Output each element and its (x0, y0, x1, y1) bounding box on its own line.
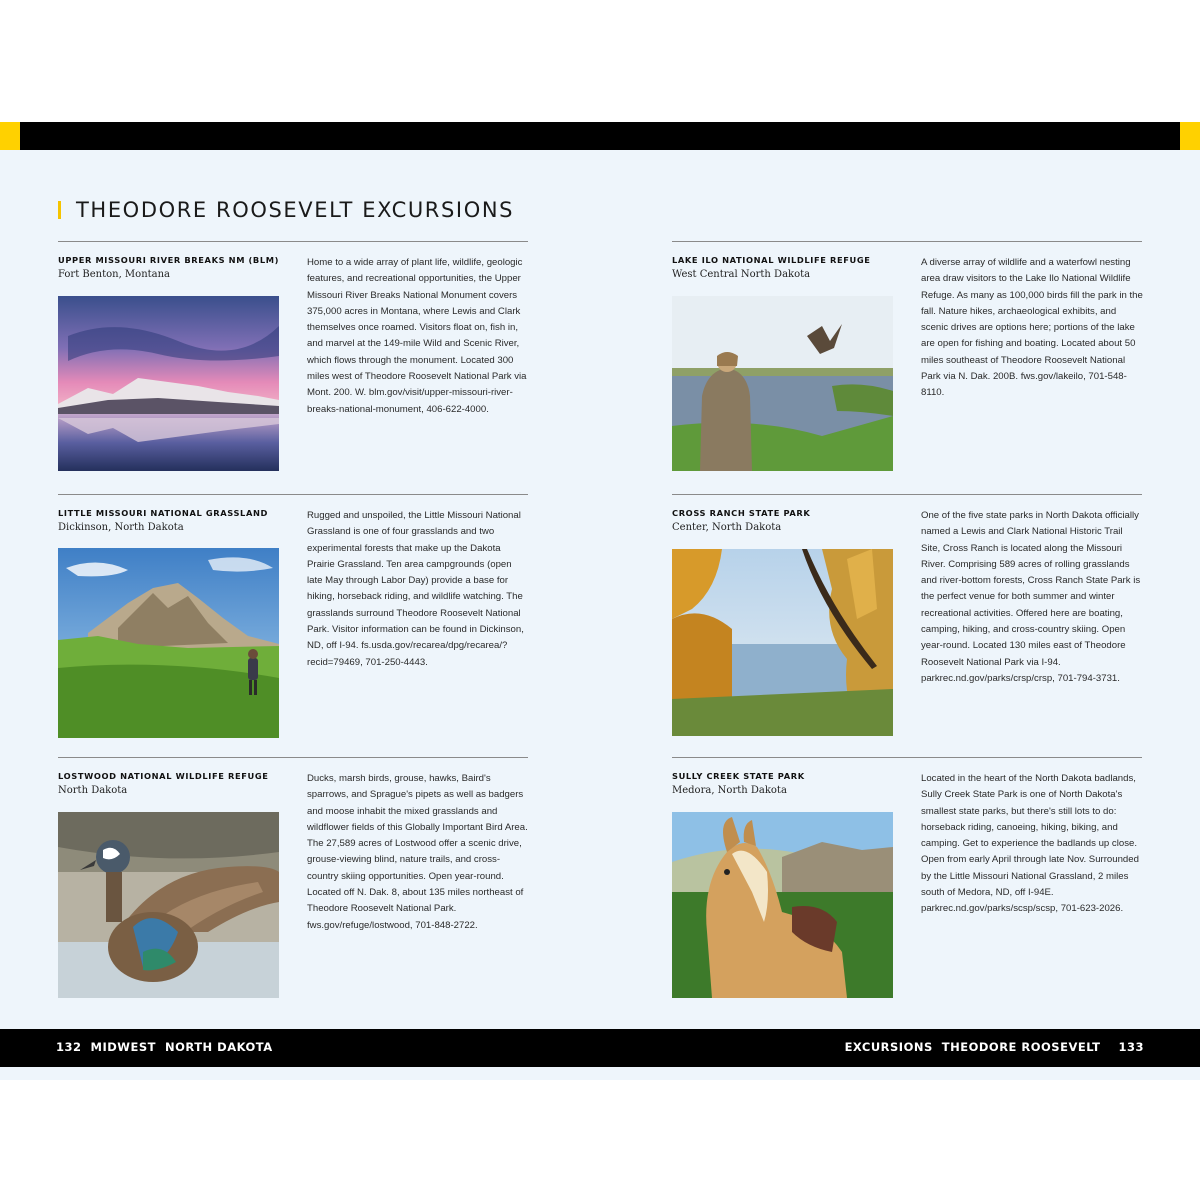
entry-lake-ilo-refuge (672, 241, 1142, 492)
entry-description: One of the five state parks in North Dakota officially named a Lewis and Clark National Historic Trail Site, Cross Ranch is located along the Missouri River. Comprising 589 acres of rolling grasslands and river-bottom forests, Cross Ranch State Park is the perfect venue for both summer and winter recreational activities. Offered here are boating, camping, hiking, and cross-country skiing. Open year-round. Located 130 miles east of Theodore Roosevelt National Park via I-94. parkrec.nd.gov/parks/crsp/crsp, 701-794-3731. (921, 510, 1141, 684)
entry-photo (58, 812, 279, 998)
entry-photo (58, 296, 279, 471)
entry-description: Rugged and unspoiled, the Little Missouri National Grassland is one of four grasslands and two experimental forests that make up the Dakota Prairie Grassland. Ten area campgrounds (open late May through Labor Day) provide a base for hiking, horseback riding, and wildlife watching. The grasslands surround Theodore Roosevelt National Park. Visitor information can be found in Dickinson, ND, off I-94. fs.usda.gov/recarea/dpg/recarea/?recid=79469, 701-250-4443. (307, 510, 524, 668)
entry-location: Fort Benton, Montana (58, 269, 171, 280)
entry-location: Dickinson, North Dakota (58, 522, 184, 533)
entry-location: North Dakota (58, 785, 128, 796)
entry-name: LAKE ILO NATIONAL WILDLIFE REFUGE (672, 255, 871, 265)
entry-name: SULLY CREEK STATE PARK (672, 771, 805, 781)
page-number-right: 133 (1118, 1040, 1144, 1054)
yellow-border-right (1180, 122, 1200, 150)
entry-photo (58, 548, 279, 738)
top-bar (0, 122, 1200, 150)
entry-name: LOSTWOOD NATIONAL WILDLIFE REFUGE (58, 771, 269, 781)
entry-photo (672, 549, 893, 736)
footer-topic-right: THEODORE ROOSEVELT (941, 1040, 1101, 1054)
grassland-hiker-photo-icon (58, 548, 279, 738)
section-heading (58, 197, 514, 223)
footer-section-right: EXCURSIONS (844, 1040, 933, 1054)
heading-rule (58, 201, 61, 219)
entry-upper-missouri-river-breaks (58, 241, 528, 492)
entry-little-missouri-grassland (58, 494, 528, 745)
footer-region-left: NORTH DAKOTA (164, 1040, 273, 1054)
footer-right (845, 1040, 1144, 1054)
teal-duck-photo-icon (58, 812, 279, 998)
page-title: THEODORE ROOSEVELT EXCURSIONS (76, 198, 515, 222)
page-footer (0, 1029, 1200, 1067)
entry-lostwood-refuge (58, 757, 528, 1008)
footer-left (56, 1040, 282, 1054)
entry-name: UPPER MISSOURI RIVER BREAKS NM (BLM) (58, 255, 279, 265)
entry-sully-creek-park (672, 757, 1142, 1008)
entry-photo (672, 812, 893, 998)
page-number-left: 132 (56, 1040, 82, 1054)
entry-photo (672, 296, 893, 471)
entry-location: Medora, North Dakota (672, 785, 787, 796)
footer-section-left: MIDWEST (90, 1040, 156, 1054)
entry-description: Located in the heart of the North Dakota badlands, Sully Creek State Park is one of North Dakota's smallest state parks, but there's still lots to do: horseback riding, canoeing, hiking, biking, and camping. Get to experience the badlands up close. Open from early April through late Nov. Surrounded by the Little Missouri National Grassland, 2 miles south of Medora, ND, off I-94E. parkrec.nd.gov/parks/scsp/scsp, 701-623-2026. (921, 773, 1139, 915)
entry-location: Center, North Dakota (672, 522, 782, 533)
sunset-cliffs-photo-icon (58, 296, 279, 471)
autumn-river-photo-icon (672, 549, 893, 736)
entry-description: Ducks, marsh birds, grouse, hawks, Baird's sparrows, and Sprague's pipets as well as badgers and moose inhabit the mixed grasslands and wildflower fields of this Globally Important Bird Area. The 27,589 acres of Lostwood offer a scenic drive, grouse-viewing blind, nature trails, and cross-country skiing opportunities. Open year-round. Located off N. Dak. 8, about 135 miles northeast of Theodore Roosevelt National Park. fws.gov/refuge/lostwood, 701-848-2722. (307, 773, 528, 931)
entry-name: CROSS RANCH STATE PARK (672, 508, 811, 518)
book-spread (0, 122, 1200, 1080)
entry-description: A diverse array of wildlife and a waterfowl nesting area draw visitors to the Lake Ilo National Wildlife Refuge. As many as 100,000 birds fill the park in the fall. Nature hikes, archaeological exhibits, and scenic drives are options here; portions of the lake are open for fishing and boating. Located about 50 miles southeast of Theodore Roosevelt National Park via N. Dak. 200B. fws.gov/lakeilo, 701-548-8110. (921, 257, 1143, 399)
entry-cross-ranch-park (672, 494, 1142, 745)
yellow-border-left (0, 122, 20, 150)
wading-person-bird-photo-icon (672, 296, 893, 471)
entry-description: Home to a wide array of plant life, wildlife, geologic features, and recreational opportunities, the Upper Missouri River Breaks National Monument covers 375,000 acres in Montana, where Lewis and Clark themselves once roamed. Visitors float on, fish in, and marvel at the 149-mile Wild and Scenic River, which flows through the monument. Located 300 miles west of Theodore Roosevelt National Park via Mont. 200. W. blm.gov/visit/upper-missouri-river-breaks-national-monument, 406-622-4000. (307, 257, 527, 415)
entry-location: West Central North Dakota (672, 269, 811, 280)
palomino-horse-photo-icon (672, 812, 893, 998)
entry-name: LITTLE MISSOURI NATIONAL GRASSLAND (58, 508, 269, 518)
